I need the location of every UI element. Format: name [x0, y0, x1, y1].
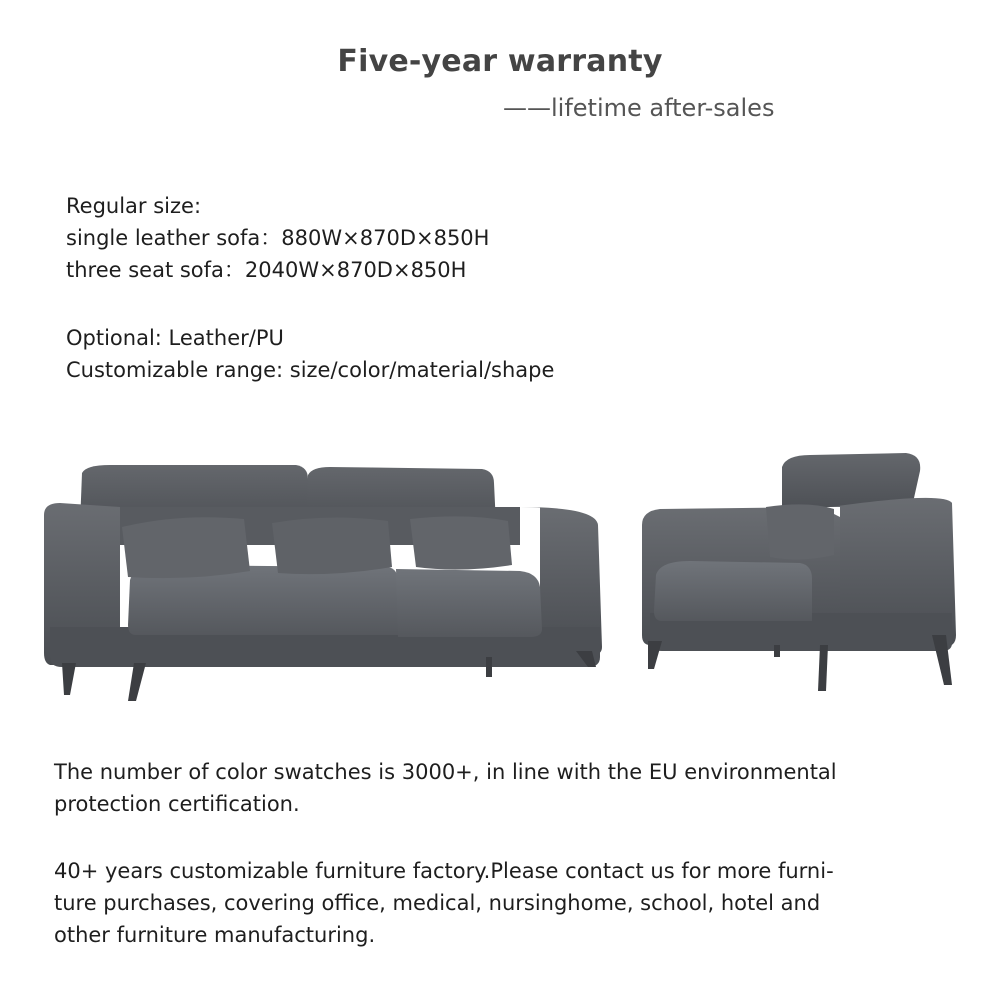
three-seat-sofa	[44, 465, 602, 701]
page-subtitle: ——lifetime after-sales	[503, 94, 775, 122]
swatches-line-2: protection certification.	[54, 792, 300, 816]
single-sofa-size: single leather sofa：880W×870D×850H	[66, 226, 490, 250]
factory-line-1: 40+ years customizable furniture factory.Please contact us for more furni-	[54, 859, 834, 883]
swatches-line-1: The number of color swatches is 3000+, in line with the EU environmental	[54, 760, 837, 784]
factory-line-2: ture purchases, covering office, medical, nursinghome, school, hotel and	[54, 891, 821, 915]
factory-paragraph	[54, 855, 934, 951]
three-seat-sofa-size: three seat sofa：2040W×870D×850H	[66, 258, 467, 282]
single-sofa	[642, 453, 956, 691]
size-heading: Regular size:	[66, 194, 202, 218]
swatches-paragraph	[54, 756, 934, 820]
size-spec-block	[66, 190, 489, 286]
options-block	[66, 322, 554, 386]
factory-line-3: other furniture manufacturing.	[54, 923, 376, 947]
sofa-set-image	[0, 395, 1000, 740]
material-option: Optional: Leather/PU	[66, 326, 284, 350]
page-title: Five-year warranty	[337, 44, 663, 79]
customizable-range: Customizable range: size/color/material/shape	[66, 358, 555, 382]
